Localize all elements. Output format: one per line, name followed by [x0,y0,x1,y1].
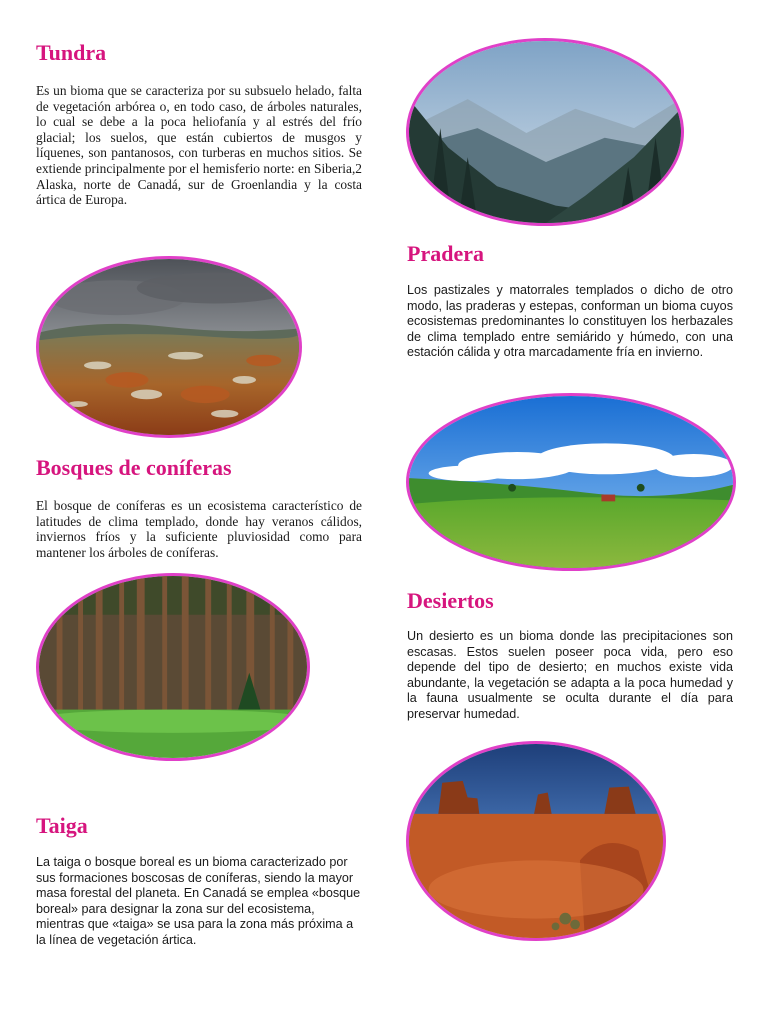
pradera-heading: Pradera [407,241,484,266]
desiertos-photo [406,741,666,941]
tundra-text: Es un bioma que se caracteriza por su subsuelo helado, falta de vegetación arbórea o, en todo caso, de árboles naturales, lo cual se debe a la poca heliofanía y al estrés del frío glacial; los suelos, que están cubiertos de musgos y líquenes, son pantanosos, con turberas en muchos sitios. Se extiende principalmente por el hemisferio norte: en Siberia,2 Alaska, norte de Canadá, sur de Groenlandia y la costa ártica de Europa. [36,83,362,208]
taiga-heading: Taiga [36,813,88,838]
coniferas-heading: Bosques de coníferas [36,455,232,480]
pradera-text: Los pastizales y matorrales templados o dicho de otro modo, las praderas y estepas, conforman un bioma cuyos ecosistemas predominantes lo constituyen los herbazales de clima templado entre semiárido y húmedo, con una estación cálida y otra marcadamente fría en invierno. [407,283,733,360]
tundra-photo [36,256,302,438]
desiertos-heading: Desiertos [407,588,494,613]
desiertos-text: Un desierto es un bioma donde las precipitaciones son escasas. Estos suelen poseer poca vida, pero eso depende del tipo de desierto; en muchos existe vida abundante, la vegetación se adapta a la poca humedad y la fauna usualmente se oculta durante el día para preservar humedad. [407,629,733,721]
coniferas-photo [36,573,310,761]
coniferas-text: El bosque de coníferas es un ecosistema característico de latitudes de clima templado, donde hay veranos cálidos, inviernos fríos y la suficiente pluviosidad como para mantener los árboles de coníferas. [36,498,362,560]
pradera-photo [406,393,736,571]
tundra-heading: Tundra [36,40,107,65]
taiga-text: La taiga o bosque boreal es un bioma caracterizado por sus formaciones boscosas de coníferas, siendo la mayor masa forestal del planeta. En Canadá se emplea «bosque boreal» para designar la zona sur del ecosistema, mientras que «taiga» se usa para la zona más próxima a la línea de vegetación ártica. [36,855,361,947]
pradera-forest-photo [406,38,684,226]
